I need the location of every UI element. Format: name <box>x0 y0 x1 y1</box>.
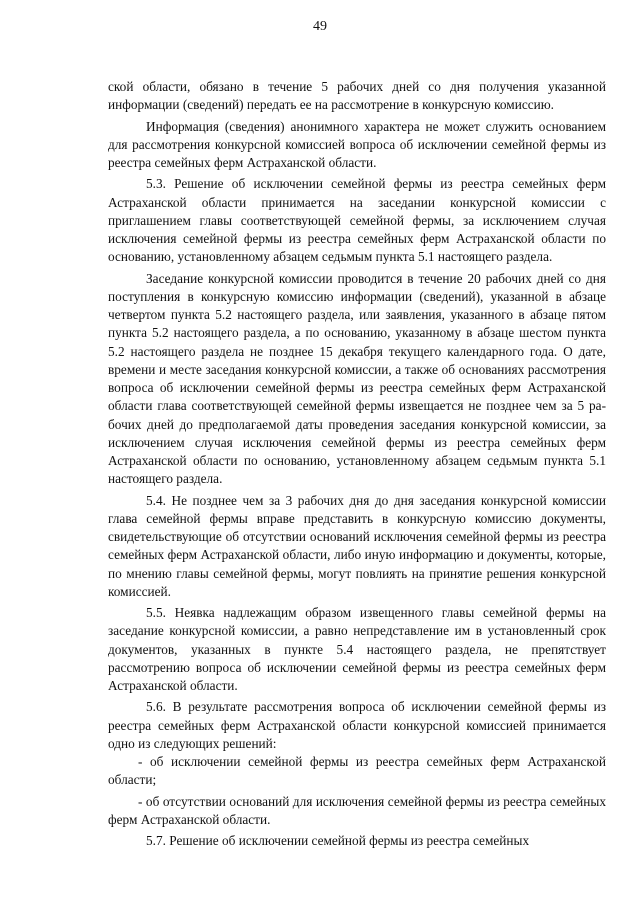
paragraph-5-7: 5.7. Решение об исключении семейной фермы из реестра семейных <box>146 833 530 848</box>
list-item-no-grounds: - об отсутствии оснований для исключения семейной фермы из реестра семейных ферм Астраханской области. <box>108 793 606 827</box>
page-number: 49 <box>313 19 327 34</box>
paragraph-5-5: 5.5. Неявка надлежащим образом извещенного главы семейной фермы на заседание конкурсной комиссии, а равно непредставление им в установленный срок документов, указанных в пункте 5.4 настоящего раздела, не препятствует рассмотрению вопроса об исключении семейной фермы из реестра семейных ферм Астраханской области. <box>108 605 606 693</box>
document-body <box>108 78 606 850</box>
paragraph-continuation: ской области, обязано в течение 5 рабочих дней со дня получения указанной информации (сведений) передать ее на рассмотрение в конкурсную комиссию. <box>108 79 606 113</box>
paragraph-5-6: 5.6. В результате рассмотрения вопроса об исключении семейной фермы из реестра семейных ферм Астраханской области конкурсной комиссией принимается одно из следующих решений: <box>108 699 606 751</box>
list-item-exclusion: - об исключении семейной фермы из реестра семейных ферм Астраханской области; <box>108 754 606 788</box>
paragraph-commission-meeting: Заседание конкурсной комиссии проводится в течение 20 рабочих дней со дня поступления в конкурсную комиссию информации (сведений), указанной в абзаце четвертом пункта 5.2 настоящего раздела, или заявления, указанного в абзаце пятом пункта 5.2 настоящего раздела, а по основанию, указанному в абзаце шестом пункта 5.2 настоящего раздела не позднее 15 декабря текущего календарного года. О дате, времени и месте заседания конкурсной комиссии, а также об основаниях рассмотрения вопроса об исключении семейной фермы из реестра семейных ферм Астраханской области глава соответствующей семейной фермы извещается не позднее чем за 5 рабочих дней до предполагаемой даты проведения заседания конкурсной комиссии, за исключением случая исключения семейной фермы из реестра семейных ферм Астраханской области по основанию, установленному абзацем седьмым пункта 5.1 настоящего раздела. <box>108 270 606 487</box>
paragraph-anonymous-info: Информация (сведения) анонимного характера не может служить основанием для рассмотрения конкурсной комиссией вопроса об исключении семейной фермы из реестра семейных ферм Астраханской области. <box>108 118 606 170</box>
paragraph-5-3: 5.3. Решение об исключении семейной фермы из реестра семейных ферм Астраханской области принимается на заседании конкурсной комиссии с приглашением главы соответствующей семейной фермы, за исключением случая исключения семейной фермы из реестра семейных ферм Астраханской области по основанию, установленному абзацем седьмым пункта 5.1 настоящего раздела. <box>108 176 606 265</box>
paragraph-5-4: 5.4. Не позднее чем за 3 рабочих дня до дня заседания конкурсной комиссии глава семейной фермы вправе представить в конкурсную комиссию документы, свидетельствующие об отсутствии оснований исключения семейной фермы из реестра семейных ферм Астраханской области, либо иную информацию и документы, которые, по мнению главы семейной фермы, могут повлиять на принятие решения конкурсной комиссией. <box>108 492 606 599</box>
